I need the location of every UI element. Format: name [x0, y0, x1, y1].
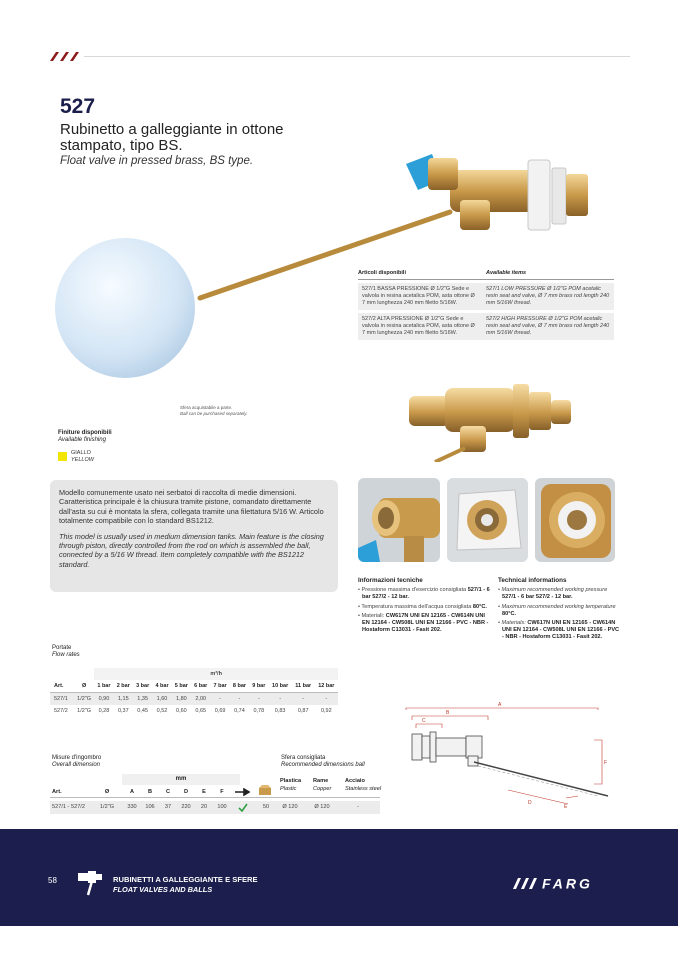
- dim-label-a: A: [498, 702, 502, 708]
- table-cell: 330: [127, 804, 137, 810]
- table-cell: -: [269, 693, 292, 706]
- tech-item-text: Materials:: [501, 620, 526, 627]
- tech-item-text: Maximum recommended working temperature: [501, 603, 616, 610]
- table-cell: Ø 120: [314, 804, 330, 810]
- flow-col-header: 4 bar: [152, 680, 171, 693]
- recommended-ball-title-en: Recommended dimensions ball: [281, 762, 365, 768]
- float-valve-icon: [76, 867, 106, 897]
- box-icon: [258, 785, 272, 796]
- flow-rates-header: [50, 680, 338, 693]
- table-cell: 1,35: [133, 693, 152, 706]
- tech-item-value: CW617N UNI EN 12165 - CW614N UNI EN 12164 - CW508L UNI EN 12166 - PVC - NBR - Hostaform C13031 - Fasit 202.: [362, 612, 489, 634]
- technical-info-title-en: Technical informations: [498, 577, 567, 584]
- description-it: Modello comunemente usato nei serbatoi di raccolta di medie dimensioni. Caratteristica principale è la chiusura tramite pistone, comandato direttamente dall'asta su cui è montata la sfera, collegata tramite una filettatura 5/16 W. Articolo totalmente compatibile con lo standard BS1212.: [59, 488, 324, 526]
- dim-col-header: B: [147, 789, 153, 795]
- available-items-header: [358, 270, 614, 280]
- description-box: [50, 480, 338, 592]
- flow-rates-title-en: Flow rates: [52, 652, 80, 658]
- table-cell: 0,37: [117, 708, 129, 714]
- available-item-row: [358, 283, 614, 310]
- detail-photo-seat: [447, 478, 528, 562]
- table-cell: 0,52: [156, 708, 168, 714]
- flow-col-header: Ø: [74, 680, 94, 693]
- overall-dimension-title-en: Overall dimension: [52, 762, 101, 768]
- recommended-ball-title: [281, 755, 365, 769]
- table-cell: -: [357, 804, 359, 810]
- ball-plastic-label: Plastica: [280, 778, 302, 784]
- flow-rates-title-it: Portate: [52, 645, 72, 651]
- table-cell: 1,80: [172, 693, 191, 706]
- available-items-header-it: Articoli disponibili: [358, 270, 406, 276]
- dimension-unit: mm: [122, 774, 240, 785]
- ball-steel-label: Acciaio: [345, 778, 365, 784]
- dimension-header: [50, 787, 380, 798]
- dimension-row: [50, 801, 380, 814]
- table-cell: 1,15: [114, 693, 133, 706]
- table-cell: 527/1 - 527/2: [52, 804, 85, 810]
- table-cell: -: [315, 693, 338, 706]
- wrench-icon: [234, 788, 250, 796]
- tech-item-value: 80°C.: [502, 610, 517, 617]
- available-items-table: [358, 270, 614, 340]
- table-cell: -: [210, 693, 229, 706]
- flow-rates-unit: m³/h: [94, 668, 338, 680]
- ball-note-it: Sfera acquistabile a parte.: [180, 405, 233, 410]
- page-number: 58: [48, 876, 57, 885]
- product-title-it: Rubinetto a galleggiante in ottone stampato, tipo BS.: [60, 121, 284, 154]
- table-cell: 0,87: [297, 708, 309, 714]
- table-cell: 1/2"G: [99, 804, 115, 810]
- ball-copper-label-en: Copper: [313, 786, 332, 792]
- table-row: [50, 693, 338, 706]
- flow-col-header: 6 bar: [191, 680, 210, 693]
- table-cell: 1/2"G: [74, 693, 94, 706]
- flow-col-header: 5 bar: [172, 680, 191, 693]
- table-cell: 0,90: [94, 693, 113, 706]
- table-cell: Ø 120: [282, 804, 298, 810]
- item-527-1-en: 527/1 LOW PRESSURE Ø 1/2"G POM acetalic resin seat and valve, Ø 7 mm brass rod length 240 mm 5/16W thread.: [486, 286, 610, 306]
- dim-label-c: C: [422, 718, 426, 724]
- detail-photo-thread: [535, 478, 615, 562]
- flow-col-header: 2 bar: [114, 680, 133, 693]
- product-title-en: Float valve in pressed brass, BS type.: [60, 155, 254, 167]
- technical-drawing: [398, 700, 620, 816]
- description-en: This model is usually used in medium dimension tanks. Main feature is the closing through piston, directly controlled from the rod on which is assembled the ball, connected by a 5/16 W thread. Item completely compatible with the BS1212 standard.: [59, 531, 324, 569]
- valve-body-photo: [405, 378, 575, 462]
- brand-name: FARG: [542, 875, 593, 891]
- footer-title-en: FLOAT VALVES AND BALLS: [113, 885, 213, 894]
- ball-note-en: Ball can be purchased separately.: [180, 410, 248, 416]
- dim-col-header: C: [165, 789, 171, 795]
- flow-col-header: 10 bar: [269, 680, 292, 693]
- ball-note: [180, 405, 270, 416]
- table-cell: 527/1: [50, 693, 74, 706]
- technical-info-en: [498, 577, 622, 644]
- flow-col-header: 8 bar: [230, 680, 249, 693]
- recommended-ball-title-it: Sfera consigliata: [281, 755, 326, 761]
- overall-dimension-title: [52, 755, 101, 769]
- table-cell: 0,28: [98, 708, 110, 714]
- dim-label-f: F: [604, 760, 608, 766]
- table-cell: 106: [145, 804, 155, 810]
- dim-col-header: Art.: [52, 789, 62, 795]
- table-cell: 100: [217, 804, 227, 810]
- table-cell: 0,92: [320, 708, 332, 714]
- table-cell: 0,83: [274, 708, 286, 714]
- tech-item: • Maximum recommended working pressure 527/1 - 6 bar 527/2 - 12 bar.: [498, 587, 608, 601]
- finish-yellow-label: [71, 450, 94, 463]
- table-cell: 220: [181, 804, 191, 810]
- technical-info-it: [358, 577, 494, 636]
- dim-label-e: E: [564, 804, 568, 810]
- detail-photo-nozzle: [358, 478, 440, 562]
- tech-item-value: 527/1 - 6 bar 527/2 - 12 bar.: [502, 594, 573, 601]
- footer-title-it: RUBINETTI A GALLEGGIANTE E SFERE: [113, 875, 258, 884]
- overall-dimension-title-it: Misure d'ingombro: [52, 755, 102, 761]
- flow-col-header: 11 bar: [292, 680, 315, 693]
- flow-rates-title: [52, 645, 80, 659]
- flow-col-header: 3 bar: [133, 680, 152, 693]
- finish-yellow-swatch: [58, 452, 67, 461]
- table-cell: -: [292, 693, 315, 706]
- table-cell: 1/2"G: [77, 708, 92, 714]
- tech-item: • Temperatura massima dell'acqua consigliata 80°C.: [358, 603, 487, 610]
- tech-item-text: Maximum recommended working pressure: [501, 587, 608, 594]
- item-527-1-it: 527/1 BASSA PRESSIONE Ø 1/2"G Sede e valvola in resina acetalica POM, asta ottone Ø 7 mm lunghezza 240 mm filetto 5/16W.: [362, 286, 475, 306]
- table-row: [50, 705, 338, 717]
- finish-label-en: YELLOW: [71, 456, 94, 463]
- tech-item: • Materiali: CW617N UNI EN 12165 - CW614N UNI EN 12164 - CW508L UNI EN 12166 - PVC - NBR - Hostaform C13031 - Fasit 202.: [358, 612, 489, 634]
- dim-label-b: B: [446, 710, 450, 716]
- table-cell: -: [230, 693, 249, 706]
- table-cell: 2,00: [191, 693, 210, 706]
- table-cell: 0,74: [234, 708, 245, 714]
- dim-col-header: D: [183, 789, 189, 795]
- flow-col-header: 7 bar: [210, 680, 229, 693]
- technical-info-title-it: Informazioni tecniche: [358, 577, 423, 584]
- dim-col-header: A: [129, 789, 135, 795]
- item-527-2-en: 527/2 HIGH PRESSURE Ø 1/2"G POM acetalic resin seat and valve, Ø 7 mm brass rod length 240 mm 5/16W thread.: [486, 316, 610, 336]
- available-items-header-en: Available items: [486, 270, 527, 276]
- dim-col-header: E: [202, 789, 206, 795]
- tech-item-text: Pressione massima d'esercizio consigliata: [361, 587, 467, 594]
- flow-col-header: 12 bar: [315, 680, 338, 693]
- tech-item-text: Materiali:: [361, 612, 385, 619]
- ball-plastic-label-en: Plastic: [280, 786, 297, 792]
- finish-label-it: GIALLO: [71, 450, 91, 456]
- table-cell: 0,45: [137, 708, 149, 714]
- tech-item: • Pressione massima d'esercizio consigliata 527/1 - 6 bar 527/2 - 12 bar.: [358, 587, 490, 601]
- table-cell: 37: [164, 804, 172, 810]
- finishes-title: [58, 430, 112, 444]
- table-cell: 527/2: [54, 708, 68, 714]
- table-cell: 1,60: [152, 693, 171, 706]
- ball-copper-label: Rame: [313, 778, 329, 784]
- table-cell: 0,69: [214, 708, 226, 714]
- table-cell: 0,65: [195, 708, 207, 714]
- product-code: 527: [60, 95, 96, 118]
- ball-steel-label-en: Stainless steel: [345, 786, 382, 792]
- dim-col-header: Ø: [104, 789, 110, 795]
- tech-item: • Maximum recommended working temperature 80°C.: [498, 603, 616, 617]
- check-icon: [238, 803, 248, 812]
- item-527-2-it: 527/2 ALTA PRESSIONE Ø 1/2"G Sede e valvola in resina acetalica POM, asta ottone Ø 7 mm lunghezza 240 mm filetto 5/16W.: [362, 316, 475, 336]
- table-cell: -: [249, 693, 268, 706]
- brand-marks-icon: [48, 50, 82, 62]
- tech-item-value: CW617N UNI EN 12165 - CW614N UNI EN 12164 - CW508L UNI EN 12166 - PVC - NBR - Hostaform C13031 - Fasit 202.: [502, 620, 620, 641]
- flow-col-header: Art.: [50, 680, 74, 693]
- tech-item: • Materials: CW617N UNI EN 12165 - CW614N UNI EN 12164 - CW508L UNI EN 12166 - PVC - NBR - Hostaform C13031 - Fasit 202.: [498, 620, 620, 641]
- table-cell: 0,60: [176, 708, 187, 714]
- tech-item-value: 527/1 - 6 bar 527/2 - 12 bar.: [362, 587, 490, 601]
- table-cell: 50: [262, 804, 270, 810]
- farg-logo: [512, 875, 630, 891]
- finishes-title-it: Finiture disponibili: [58, 430, 112, 436]
- tech-item-text: Temperatura massima dell'acqua consigliata: [361, 603, 472, 610]
- available-item-row: [358, 313, 614, 340]
- table-cell: 20: [200, 804, 208, 810]
- finishes-title-en: Available finishing: [58, 437, 106, 443]
- flow-col-header: 9 bar: [249, 680, 268, 693]
- table-cell: 0,78: [253, 708, 265, 714]
- dim-col-header: F: [220, 789, 224, 795]
- tech-item-value: 80°C.: [472, 603, 487, 610]
- dim-label-d: D: [528, 800, 532, 806]
- flow-col-header: 1 bar: [94, 680, 113, 693]
- top-divider: [84, 56, 630, 57]
- flow-rates-table: [50, 668, 338, 717]
